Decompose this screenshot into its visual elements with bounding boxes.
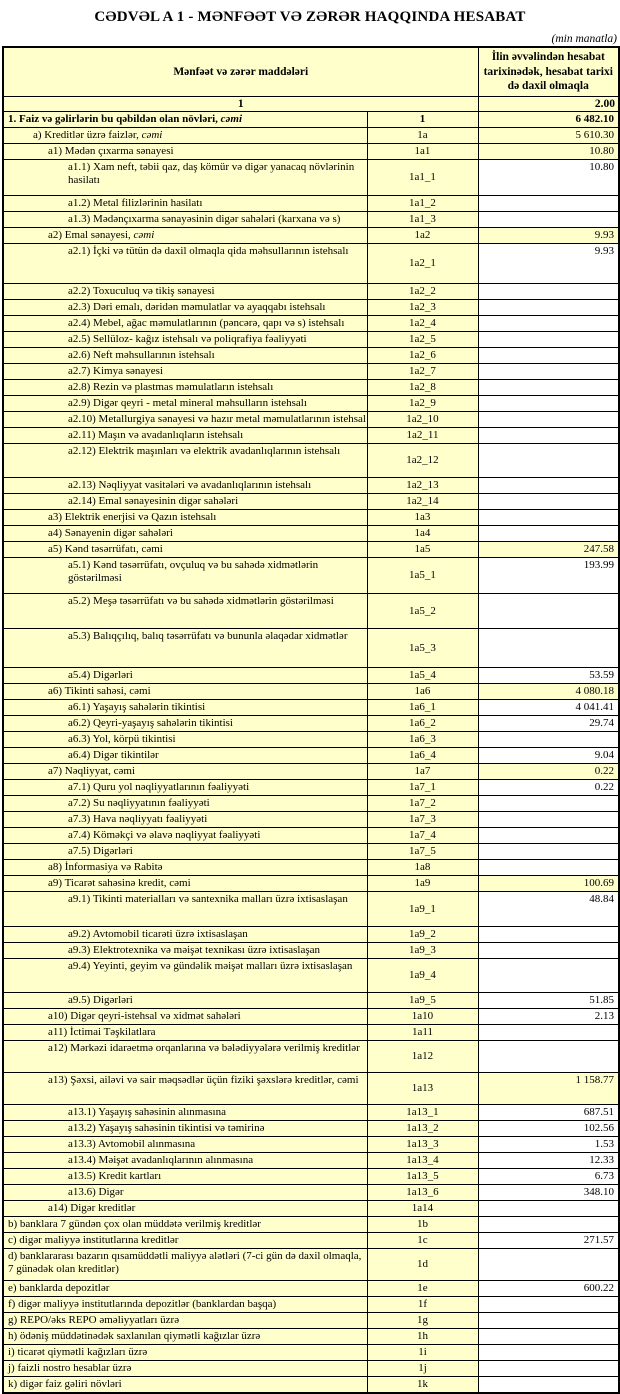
row-code-cell: 1k	[367, 1376, 478, 1393]
item-label-cell: a5.2) Meşə təsərrüfatı və bu sahədə xidmətlərin göstərilməsi	[3, 593, 367, 628]
input-value-cell[interactable]: 53.59	[478, 667, 619, 683]
table-row	[3, 243, 619, 283]
row-code-cell: 1g	[367, 1312, 478, 1328]
row-code-cell: 1a14	[367, 1200, 478, 1216]
item-label-cell: a9.1) Tikinti materialları və santexnika malları üzrə ixtisaslaşan	[3, 891, 367, 926]
table-row	[3, 683, 619, 699]
input-value-cell[interactable]: 1.53	[478, 1136, 619, 1152]
item-label-cell: a14) Digər kreditlər	[3, 1200, 367, 1216]
item-label-cell: a2.12) Elektrik maşınları və elektrik avadanlıqlarının istehsalı	[3, 443, 367, 477]
item-label-cell: a13.3) Avtomobil alınmasına	[3, 1136, 367, 1152]
table-row	[3, 1168, 619, 1184]
input-value-cell[interactable]	[478, 1024, 619, 1040]
row-code-cell: 1f	[367, 1296, 478, 1312]
table-row	[3, 1152, 619, 1168]
table-row	[3, 557, 619, 593]
item-label-cell: 1. Faiz və gəlirlərin bu qəbildən olan növləri, cəmi	[3, 111, 367, 127]
input-value-cell[interactable]: 51.85	[478, 992, 619, 1008]
input-value-cell[interactable]	[478, 299, 619, 315]
table-row	[3, 1136, 619, 1152]
value-column-header: İlin əvvəlindən hesabat tarixinədək, hesabat tarixi də daxil olmaqla	[478, 47, 619, 96]
table-row	[3, 859, 619, 875]
table-row	[3, 1248, 619, 1280]
item-label-cell: a13.5) Kredit kartları	[3, 1168, 367, 1184]
table-row	[3, 379, 619, 395]
report-title: CƏDVƏL A 1 - MƏNFƏƏT VƏ ZƏRƏR HAQQINDA HESABAT	[94, 9, 526, 25]
table-row	[3, 811, 619, 827]
item-label-cell: a6) Tikinti sahəsi, cəmi	[3, 683, 367, 699]
input-value-cell[interactable]: 2.13	[478, 1008, 619, 1024]
item-label-cell: f) digər maliyyə institutlarında depozitlər (banklardan başqa)	[3, 1296, 367, 1312]
table-row	[3, 1328, 619, 1344]
table-row	[3, 699, 619, 715]
table-row	[3, 1280, 619, 1296]
row-code-cell: 1a2_3	[367, 299, 478, 315]
row-code-cell: 1a13_1	[367, 1104, 478, 1120]
row-code-cell: 1a2_8	[367, 379, 478, 395]
input-value-cell[interactable]	[478, 283, 619, 299]
item-label-cell: a2.13) Nəqliyyat vasitələri və avadanlıqlarının istehsalı	[3, 477, 367, 493]
item-label-cell: a2.14) Emal sənayesinin digər sahələri	[3, 493, 367, 509]
input-value-cell[interactable]: 48.84	[478, 891, 619, 926]
table-row	[3, 1232, 619, 1248]
item-label-cell: a9.3) Elektrotexnika və məişət texnikası üzrə ixtisaslaşan	[3, 942, 367, 958]
row-code-cell: 1a7_2	[367, 795, 478, 811]
input-value-cell[interactable]	[478, 363, 619, 379]
input-value-cell[interactable]	[478, 1216, 619, 1232]
row-code-cell: 1a1	[367, 143, 478, 159]
row-code-cell: 1a2_9	[367, 395, 478, 411]
input-value-cell[interactable]: 10.80	[478, 159, 619, 195]
input-value-cell[interactable]: 9.04	[478, 747, 619, 763]
item-label-cell: b) banklara 7 gündən çox olan müddətə verilmiş kreditlər	[3, 1216, 367, 1232]
item-label-cell: a6.3) Yol, körpü tikintisi	[3, 731, 367, 747]
input-value-cell[interactable]	[478, 827, 619, 843]
input-value-cell[interactable]	[478, 1040, 619, 1072]
item-label-cell: k) digər faiz gəliri növləri	[3, 1376, 367, 1393]
input-value-cell[interactable]	[478, 331, 619, 347]
input-value-cell[interactable]	[478, 1312, 619, 1328]
row-code-cell: 1a9_3	[367, 942, 478, 958]
total-value-cell: 1 158.77	[478, 1072, 619, 1104]
total-value-cell: 6 482.10	[478, 111, 619, 127]
item-label-cell: a10) Digər qeyri-istehsal və xidmət sahələri	[3, 1008, 367, 1024]
table-row	[3, 747, 619, 763]
row-code-cell: 1b	[367, 1216, 478, 1232]
input-value-cell[interactable]	[478, 1344, 619, 1360]
input-value-cell[interactable]	[478, 731, 619, 747]
input-value-cell[interactable]: 271.57	[478, 1232, 619, 1248]
row-code-cell: 1a13_5	[367, 1168, 478, 1184]
row-code-cell: 1a13_6	[367, 1184, 478, 1200]
item-label-cell: a11) İctimai Təşkilatlara	[3, 1024, 367, 1040]
table-row	[3, 363, 619, 379]
table-row	[3, 1024, 619, 1040]
input-value-cell[interactable]: 9.93	[478, 243, 619, 283]
row-code-cell: 1a7_3	[367, 811, 478, 827]
input-value-cell[interactable]: 12.33	[478, 1152, 619, 1168]
table-row	[3, 127, 619, 143]
input-value-cell[interactable]	[478, 315, 619, 331]
table-row	[3, 143, 619, 159]
row-code-cell: 1a1_3	[367, 211, 478, 227]
row-code-cell: 1i	[367, 1344, 478, 1360]
table-row	[3, 795, 619, 811]
row-code-cell: 1a	[367, 127, 478, 143]
table-row	[3, 509, 619, 525]
item-label-cell: a2.5) Sellüloz- kağız istehsalı və poliqrafiya fəaliyyəti	[3, 331, 367, 347]
table-row	[3, 827, 619, 843]
input-value-cell[interactable]: 600.22	[478, 1280, 619, 1296]
table-row	[3, 1376, 619, 1393]
row-code-cell: 1a2_13	[367, 477, 478, 493]
row-code-cell: 1d	[367, 1248, 478, 1280]
table-row	[3, 763, 619, 779]
row-code-cell: 1a4	[367, 525, 478, 541]
item-label-cell: a7.3) Hava nəqliyyatı fəaliyyəti	[3, 811, 367, 827]
item-label-cell: j) faizli nostro hesablar üzrə	[3, 1360, 367, 1376]
item-label-cell: e) banklarda depozitlər	[3, 1280, 367, 1296]
item-label-cell: a2.6) Neft məhsullarının istehsalı	[3, 347, 367, 363]
row-code-cell: 1a11	[367, 1024, 478, 1040]
input-value-cell[interactable]: 6.73	[478, 1168, 619, 1184]
table-row	[3, 159, 619, 195]
input-value-cell[interactable]: 0.22	[478, 779, 619, 795]
input-value-cell[interactable]	[478, 628, 619, 667]
table-row	[3, 493, 619, 509]
row-code-cell: 1a13_3	[367, 1136, 478, 1152]
item-label-cell: a7.1) Quru yol nəqliyyatlarının fəaliyyəti	[3, 779, 367, 795]
total-value-cell: 9.93	[478, 227, 619, 243]
item-label-cell: a5.1) Kənd təsərrüfatı, ovçuluq və bu sahədə xidmətlərin göstərilməsi	[3, 557, 367, 593]
row-code-cell: 1h	[367, 1328, 478, 1344]
item-label-cell: a1.1) Xam neft, təbii qaz, daş kömür və digər yanacaq növlərinin hasilatı	[3, 159, 367, 195]
item-label-cell: a13.2) Yaşayış sahəsinin tikintisi və təmirinə	[3, 1120, 367, 1136]
table-row	[3, 227, 619, 243]
input-value-cell[interactable]: 4 041.41	[478, 699, 619, 715]
row-code-cell: 1a5_3	[367, 628, 478, 667]
item-label-cell: a7.5) Digərləri	[3, 843, 367, 859]
item-label-cell: a5.4) Digərləri	[3, 667, 367, 683]
item-label-cell: a2.4) Mebel, ağac məmulatlarının (pəncərə, qapı və s) istehsalı	[3, 315, 367, 331]
input-value-cell[interactable]	[478, 443, 619, 477]
row-code-cell: 1a9_4	[367, 958, 478, 992]
table-row	[3, 111, 619, 127]
total-value-cell: 10.80	[478, 143, 619, 159]
column-number-row	[3, 96, 619, 111]
input-value-cell[interactable]: 102.56	[478, 1120, 619, 1136]
item-label-cell: a7.4) Köməkçi və əlavə nəqliyyat fəaliyyəti	[3, 827, 367, 843]
table-row	[3, 477, 619, 493]
row-code-cell: 1a2	[367, 227, 478, 243]
item-label-italic-suffix: cəmi	[141, 128, 163, 141]
row-code-cell: 1a6_2	[367, 715, 478, 731]
item-label-cell: h) ödəniş müddətinədək saxlanılan qiymətli kağızlar üzrə	[3, 1328, 367, 1344]
table-row	[3, 667, 619, 683]
total-value-cell: 0.22	[478, 763, 619, 779]
total-value-cell: 4 080.18	[478, 683, 619, 699]
total-value-cell: 5 610.30	[478, 127, 619, 143]
item-label-cell: a) Kreditlər üzrə faizlər, cəmi	[3, 127, 367, 143]
input-value-cell[interactable]	[478, 509, 619, 525]
table-row	[3, 942, 619, 958]
table-row	[3, 926, 619, 942]
input-value-cell[interactable]: 193.99	[478, 557, 619, 593]
column-number-right: 2.00	[478, 96, 619, 111]
profit-loss-table	[2, 46, 620, 1394]
item-label-italic-suffix: cəmi	[133, 228, 155, 241]
row-code-cell: 1a9_5	[367, 992, 478, 1008]
table-row	[3, 411, 619, 427]
item-label-cell: a13) Şəxsi, ailəvi və sair məqsədlər üçün fiziki şəxslərə kreditlər, cəmi	[3, 1072, 367, 1104]
input-value-cell[interactable]	[478, 1360, 619, 1376]
table-head	[3, 47, 619, 111]
table-row	[3, 1296, 619, 1312]
row-code-cell: 1a12	[367, 1040, 478, 1072]
input-value-cell[interactable]	[478, 525, 619, 541]
table-row	[3, 1120, 619, 1136]
row-code-cell: 1a2_4	[367, 315, 478, 331]
row-code-cell: 1a7_5	[367, 843, 478, 859]
table-row	[3, 1008, 619, 1024]
table-row	[3, 299, 619, 315]
table-row	[3, 347, 619, 363]
table-row	[3, 195, 619, 211]
unit-note: (min manatla)	[551, 33, 617, 45]
table-row	[3, 779, 619, 795]
items-column-header: Mənfəət və zərər maddələri	[3, 47, 478, 96]
item-label-cell: a2.8) Rezin və plastmas məmulatların istehsalı	[3, 379, 367, 395]
item-label-cell: a9.4) Yeyinti, geyim və gündəlik məişət malları üzrə ixtisaslaşan	[3, 958, 367, 992]
item-label-italic-suffix: cəmi	[220, 112, 243, 125]
table-row	[3, 1216, 619, 1232]
row-code-cell: 1a3	[367, 509, 478, 525]
item-label-cell: c) digər maliyyə institutlarına kreditlər	[3, 1232, 367, 1248]
input-value-cell[interactable]	[478, 795, 619, 811]
row-code-cell: 1	[367, 111, 478, 127]
item-label-cell: a9) Ticarət sahəsinə kredit, cəmi	[3, 875, 367, 891]
item-label-cell: a4) Sənayenin digər sahələri	[3, 525, 367, 541]
input-value-cell[interactable]	[478, 195, 619, 211]
table-row	[3, 1360, 619, 1376]
table-row	[3, 1184, 619, 1200]
row-code-cell: 1a2_2	[367, 283, 478, 299]
row-code-cell: 1a6_1	[367, 699, 478, 715]
row-code-cell: 1j	[367, 1360, 478, 1376]
input-value-cell[interactable]	[478, 427, 619, 443]
input-value-cell[interactable]	[478, 958, 619, 992]
input-value-cell[interactable]	[478, 942, 619, 958]
table-row	[3, 1072, 619, 1104]
table-row	[3, 283, 619, 299]
row-code-cell: 1a6_4	[367, 747, 478, 763]
row-code-cell: 1a9_1	[367, 891, 478, 926]
input-value-cell[interactable]	[478, 843, 619, 859]
row-code-cell: 1a2_7	[367, 363, 478, 379]
item-label-cell: a2.10) Metallurgiya sənayesi və hazır metal məmulatlarının istehsal	[3, 411, 367, 427]
report-rows	[3, 111, 619, 1393]
table-row	[3, 1040, 619, 1072]
table-row	[3, 1312, 619, 1328]
row-code-cell: 1a2_12	[367, 443, 478, 477]
input-value-cell[interactable]	[478, 593, 619, 628]
table-row	[3, 211, 619, 227]
row-code-cell: 1e	[367, 1280, 478, 1296]
row-code-cell: 1a6	[367, 683, 478, 699]
table-row	[3, 715, 619, 731]
row-code-cell: 1a5_4	[367, 667, 478, 683]
item-label-cell: d) banklararası bazarın qısamüddətli maliyyə alətləri (7-ci gün də daxil olmaqla, 7 günədək olan kreditlər)	[3, 1248, 367, 1280]
table-row	[3, 843, 619, 859]
table-row	[3, 525, 619, 541]
row-code-cell: 1a5_2	[367, 593, 478, 628]
item-label-cell: a9.2) Avtomobil ticarəti üzrə ixtisaslaşan	[3, 926, 367, 942]
input-value-cell[interactable]	[478, 395, 619, 411]
table-row	[3, 331, 619, 347]
item-label-cell: a8) İnformasiya və Rabitə	[3, 859, 367, 875]
item-label-cell: a2.7) Kimya sənayesi	[3, 363, 367, 379]
row-code-cell: 1a1_1	[367, 159, 478, 195]
column-number-left: 1	[3, 96, 478, 111]
table-row	[3, 315, 619, 331]
row-code-cell: 1c	[367, 1232, 478, 1248]
input-value-cell[interactable]	[478, 811, 619, 827]
row-code-cell: 1a13_4	[367, 1152, 478, 1168]
item-label-cell: a1) Mədən çıxarma sənayesi	[3, 143, 367, 159]
input-value-cell[interactable]	[478, 493, 619, 509]
item-label-cell: g) REPO/əks REPO əməliyyatları üzrə	[3, 1312, 367, 1328]
row-code-cell: 1a9	[367, 875, 478, 891]
row-code-cell: 1a2_5	[367, 331, 478, 347]
item-label-cell: a6.1) Yaşayış sahələrin tikintisi	[3, 699, 367, 715]
table-row	[3, 1344, 619, 1360]
table-row	[3, 427, 619, 443]
input-value-cell[interactable]	[478, 477, 619, 493]
item-label-cell: a1.2) Metal filizlərinin hasilatı	[3, 195, 367, 211]
item-label-cell: a13.6) Digər	[3, 1184, 367, 1200]
item-label-cell: a2.1) İçki və tütün də daxil olmaqla qida məhsullarının istehsalı	[3, 243, 367, 283]
table-row	[3, 443, 619, 477]
input-value-cell[interactable]	[478, 1248, 619, 1280]
table-row	[3, 875, 619, 891]
item-label-cell: a2.9) Digər qeyri - metal mineral məhsulların istehsalı	[3, 395, 367, 411]
item-label-cell: a3) Elektrik enerjisi və Qazın istehsalı	[3, 509, 367, 525]
input-value-cell[interactable]	[478, 1328, 619, 1344]
item-label-cell: a12) Mərkəzi idarəetmə orqanlarına və bələdiyyələrə verilmiş kreditlər	[3, 1040, 367, 1072]
row-code-cell: 1a8	[367, 859, 478, 875]
item-label-cell: a9.5) Digərləri	[3, 992, 367, 1008]
item-label-cell: a6.2) Qeyri-yaşayış sahələrin tikintisi	[3, 715, 367, 731]
input-value-cell[interactable]	[478, 926, 619, 942]
row-code-cell: 1a2_6	[367, 347, 478, 363]
row-code-cell: 1a5	[367, 541, 478, 557]
item-label-cell: a7.2) Su nəqliyyatının fəaliyyəti	[3, 795, 367, 811]
item-label-cell: a7) Nəqliyyat, cəmi	[3, 763, 367, 779]
row-code-cell: 1a7_4	[367, 827, 478, 843]
row-code-cell: 1a2_1	[367, 243, 478, 283]
row-code-cell: 1a9_2	[367, 926, 478, 942]
table-row	[3, 891, 619, 926]
item-label-cell: a2.2) Toxuculuq və tikiş sənayesi	[3, 283, 367, 299]
input-value-cell[interactable]: 687.51	[478, 1104, 619, 1120]
input-value-cell[interactable]: 29.74	[478, 715, 619, 731]
table-row	[3, 628, 619, 667]
row-code-cell: 1a13_2	[367, 1120, 478, 1136]
row-code-cell: 1a6_3	[367, 731, 478, 747]
item-label-cell: i) ticarət qiymətli kağızları üzrə	[3, 1344, 367, 1360]
table-row	[3, 541, 619, 557]
item-label-cell: a1.3) Mədənçıxarma sənayəsinin digər sahələri (karxana və s)	[3, 211, 367, 227]
row-code-cell: 1a2_14	[367, 493, 478, 509]
row-code-cell: 1a2_10	[367, 411, 478, 427]
item-label-cell: a13.1) Yaşayış sahəsinin alınmasına	[3, 1104, 367, 1120]
item-label-cell: a13.4) Məişət avadanlıqlarının alınmasına	[3, 1152, 367, 1168]
table-row	[3, 958, 619, 992]
input-value-cell[interactable]	[478, 1376, 619, 1393]
row-code-cell: 1a5_1	[367, 557, 478, 593]
total-value-cell: 100.69	[478, 875, 619, 891]
row-code-cell: 1a13	[367, 1072, 478, 1104]
row-code-cell: 1a2_11	[367, 427, 478, 443]
table-row	[3, 731, 619, 747]
row-code-cell: 1a10	[367, 1008, 478, 1024]
item-label-cell: a2.3) Dəri emalı, dəridən məmulatlar və ayaqqabı istehsalı	[3, 299, 367, 315]
input-value-cell[interactable]	[478, 1200, 619, 1216]
item-label-cell: a6.4) Digər tikintilər	[3, 747, 367, 763]
item-label-cell: a2.11) Maşın və avadanlıqların istehsalı	[3, 427, 367, 443]
row-code-cell: 1a1_2	[367, 195, 478, 211]
input-value-cell[interactable]	[478, 379, 619, 395]
item-label-cell: a5.3) Balıqçılıq, balıq təsərrüfatı və bununla əlaqədar xidmətlər	[3, 628, 367, 667]
input-value-cell[interactable]	[478, 859, 619, 875]
table-row	[3, 1104, 619, 1120]
item-label-cell: a5) Kənd təsərrüfatı, cəmi	[3, 541, 367, 557]
table-row	[3, 1200, 619, 1216]
row-code-cell: 1a7	[367, 763, 478, 779]
table-row	[3, 395, 619, 411]
table-row	[3, 992, 619, 1008]
input-value-cell[interactable]	[478, 411, 619, 427]
table-header-row	[3, 47, 619, 96]
input-value-cell[interactable]	[478, 347, 619, 363]
item-label-cell: a2) Emal sənayesi, cəmi	[3, 227, 367, 243]
input-value-cell[interactable]	[478, 1296, 619, 1312]
total-value-cell: 247.58	[478, 541, 619, 557]
input-value-cell[interactable]: 348.10	[478, 1184, 619, 1200]
row-code-cell: 1a7_1	[367, 779, 478, 795]
input-value-cell[interactable]	[478, 211, 619, 227]
table-row	[3, 593, 619, 628]
